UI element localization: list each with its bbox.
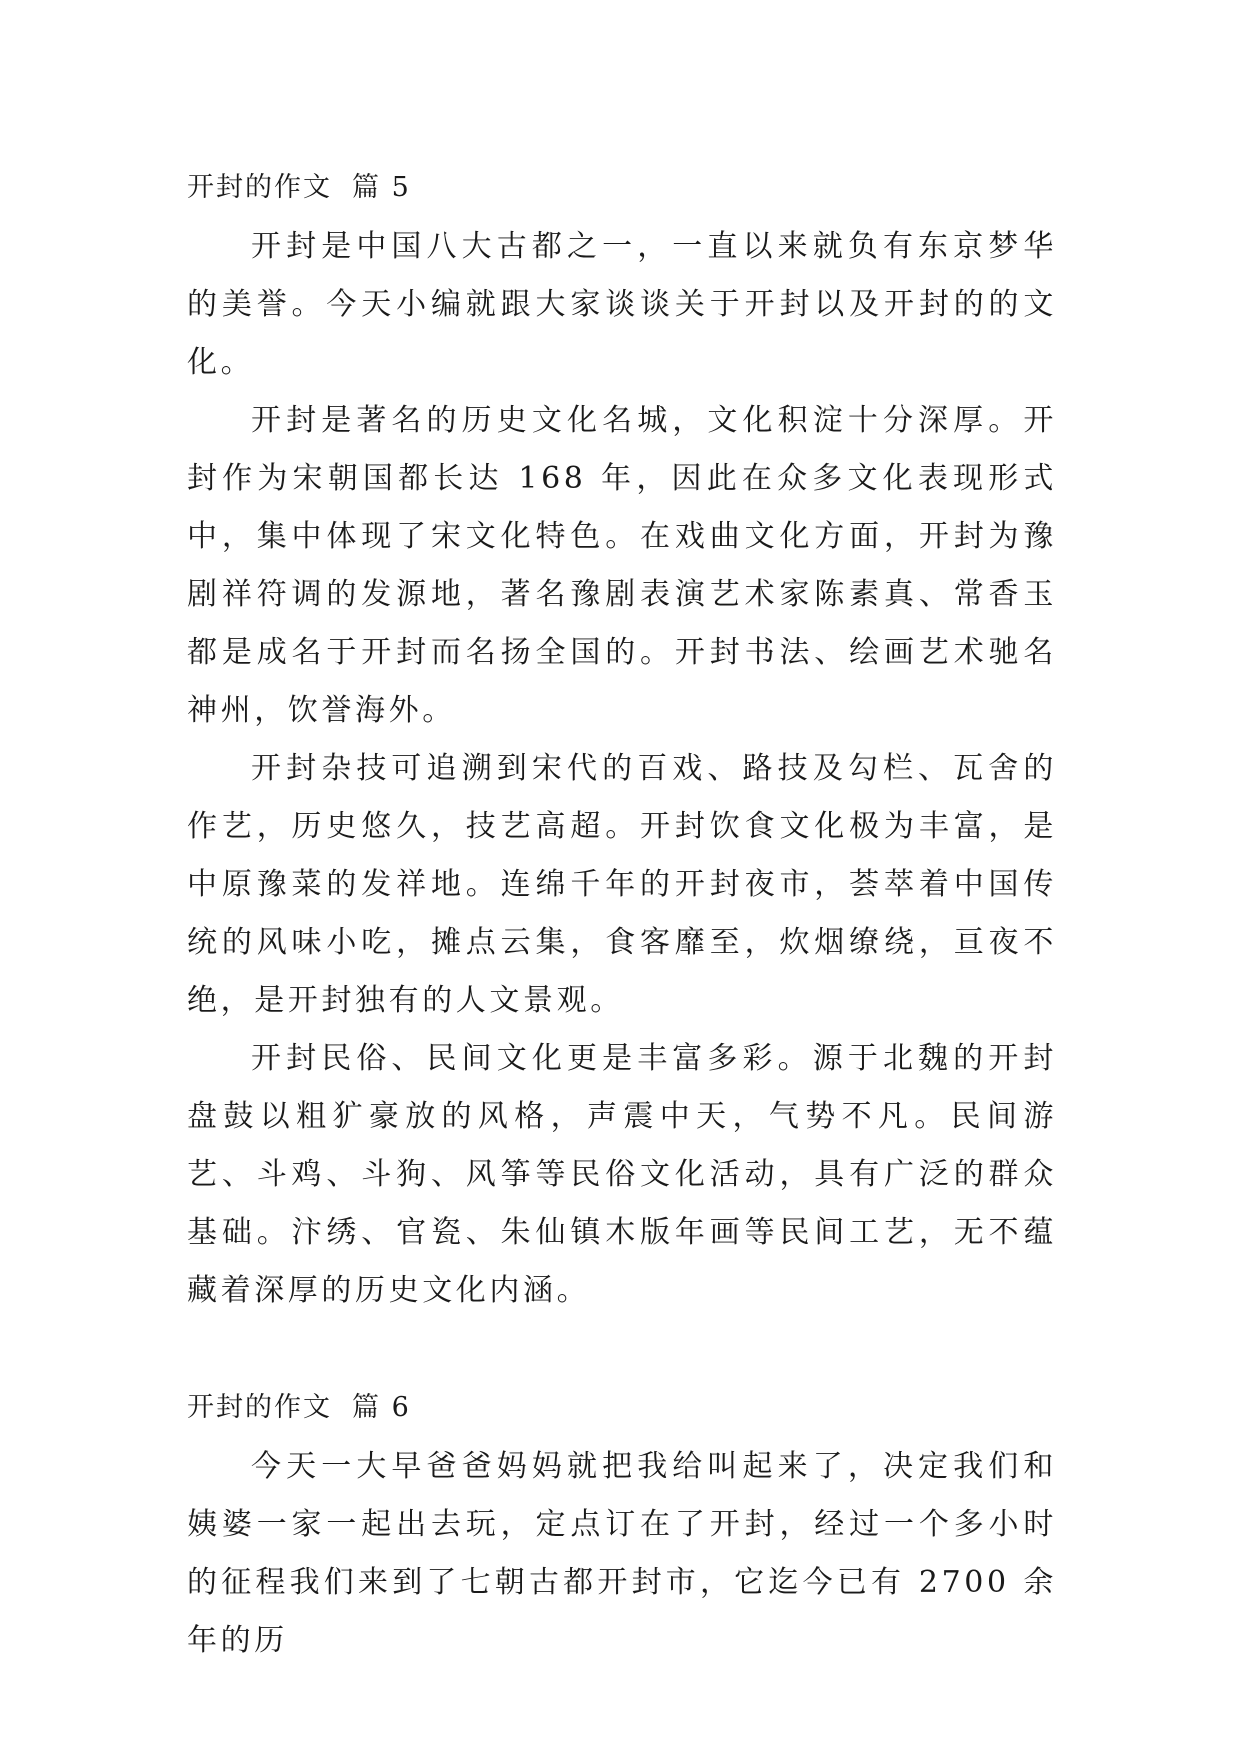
paragraph: 今天一大早爸爸妈妈就把我给叫起来了，决定我们和姨婆一家一起出去玩，定点订在了开封，经过一个多小时的征程我们来到了七朝古都开封市，它迄今已有 2700 余年的历 xyxy=(187,1449,1057,1658)
section-heading xyxy=(187,1378,1057,1438)
document-body xyxy=(187,158,1057,1670)
paragraph: 开封杂技可追溯到宋代的百戏、路技及勾栏、瓦舍的作艺，历史悠久，技艺高超。开封饮食文化极为丰富，是中原豫菜的发祥地。连绵千年的开封夜市，荟萃着中国传统的风味小吃，摊点云集，食客靡至，炊烟缭绕，亘夜不绝，是开封独有的人文景观。 xyxy=(187,751,1057,1018)
section-heading xyxy=(187,158,1057,218)
paragraph: 开封民俗、民间文化更是丰富多彩。源于北魏的开封盘鼓以粗犷豪放的风格，声震中天，气势不凡。民间游艺、斗鸡、斗狗、风筝等民俗文化活动，具有广泛的群众基础。汴绣、官瓷、朱仙镇木版年画等民间工艺，无不蕴藏着深厚的历史文化内涵。 xyxy=(187,1041,1057,1308)
essay-section-5 xyxy=(187,158,1057,1320)
section-spacer xyxy=(187,1320,1057,1378)
essay-section-6 xyxy=(187,1378,1057,1670)
section-title: 开封的作文 xyxy=(187,172,332,203)
paragraph: 开封是著名的历史文化名城，文化积淀十分深厚。开封作为宋朝国都长达 168 年，因此在众多文化表现形式中，集中体现了宋文化特色。在戏曲文化方面，开封为豫剧祥符调的发源地，著名豫剧表演艺术家陈素真、常香玉都是成名于开封而名扬全国的。开封书法、绘画艺术驰名神州，饮誉海外。 xyxy=(187,403,1057,728)
paragraph: 开封是中国八大古都之一，一直以来就负有东京梦华的美誉。今天小编就跟大家谈谈关于开封以及开封的的文化。 xyxy=(187,229,1057,380)
section-number: 篇 6 xyxy=(352,1392,411,1423)
section-title: 开封的作文 xyxy=(187,1392,332,1423)
section-number: 篇 5 xyxy=(352,172,411,203)
